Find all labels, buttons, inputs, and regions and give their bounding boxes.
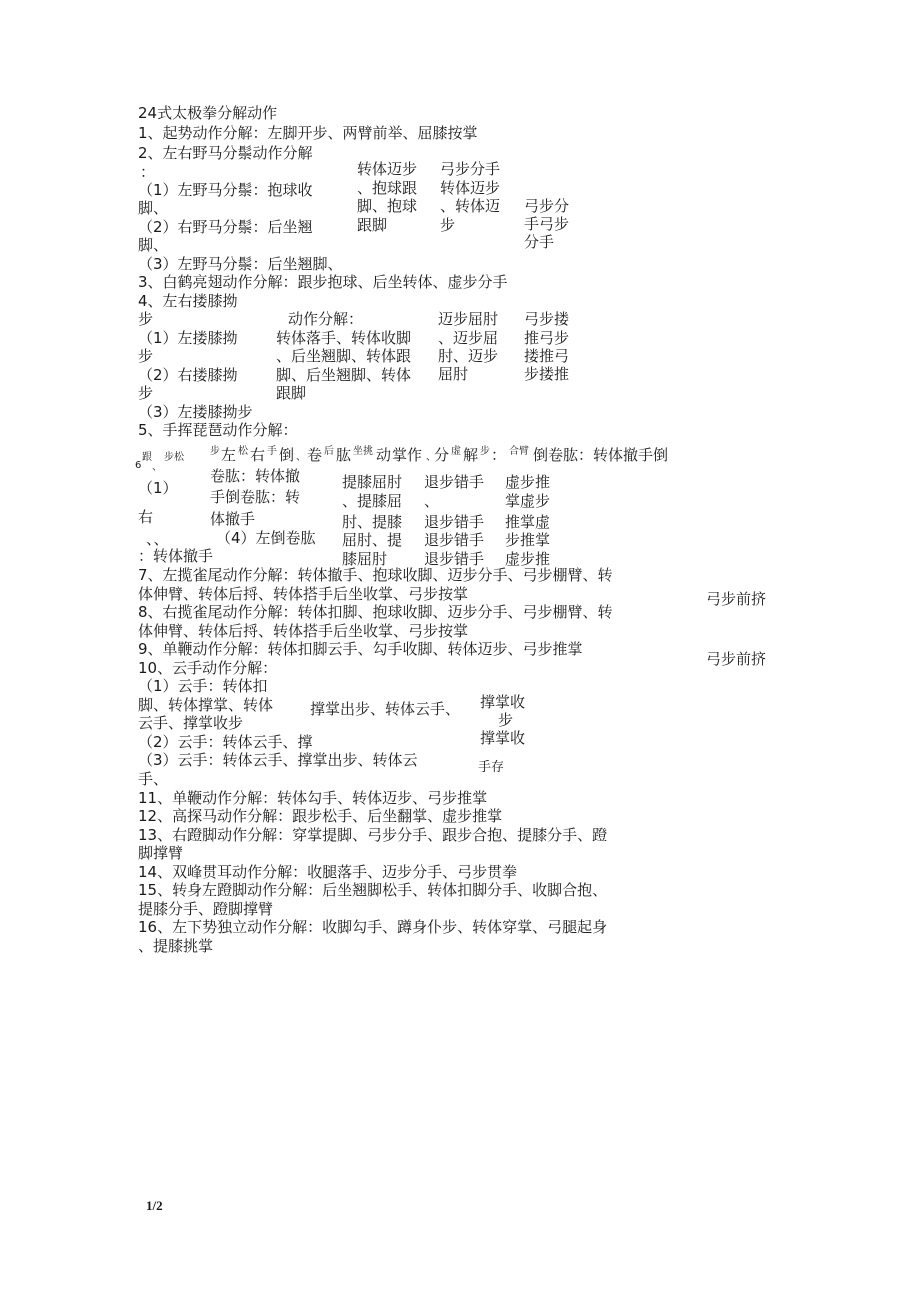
text-line: 15、转身左蹬脚动作分解：后坐翘脚松手、转体扣脚分手、收脚合抱、	[138, 881, 608, 899]
text-fragment: 卷	[307, 446, 323, 464]
text-fragment: 肘、迈步	[438, 347, 499, 365]
text-fragment: 、	[426, 452, 436, 463]
text-fragment: 卷肱：转体撤	[210, 467, 301, 485]
text-fragment: 、、	[146, 530, 169, 548]
text-fragment: 右	[138, 508, 154, 526]
text-line: （1）云手：转体扣	[138, 677, 268, 695]
text-line: 13、右蹬脚动作分解：穿掌提脚、弓步分手、跟步合抱、提膝分手、蹬	[138, 826, 608, 844]
text-fragment: 坐挑	[353, 446, 373, 457]
text-fragment: 弓步搂	[524, 310, 570, 328]
text-line: 体伸臂、转体后捋、转体搭手后坐收掌、弓步按掌	[138, 585, 469, 603]
text-fragment: 步	[498, 711, 514, 729]
text-fragment: 跟脚	[357, 216, 388, 234]
text-fragment: 膝屈肘	[342, 550, 388, 568]
text-fragment: 、	[424, 492, 440, 510]
text-fragment: 6	[135, 460, 142, 471]
text-fragment: 步推掌	[505, 531, 551, 549]
text-fragment: 动作分解：	[288, 310, 364, 328]
text-line: 16、左下势独立动作分解：收脚勾手、蹲身仆步、转体穿掌、弓腿起身	[138, 918, 608, 936]
text-line: 9、单鞭动作分解：转体扣脚云手、勾手收脚、转体迈步、弓步推掌	[138, 640, 583, 658]
text-line: 8、右揽雀尾动作分解：转体扣脚、抱球收脚、迈步分手、弓步棚臂、转	[138, 603, 613, 621]
text-fragment: 、	[152, 462, 162, 473]
text-line: 5、手挥琵琶动作分解：	[138, 421, 298, 439]
text-fragment: 退步错手	[424, 473, 485, 491]
text-fragment: 松	[238, 446, 248, 457]
text-column	[208, 467, 342, 551]
text-line: （1）左搂膝拗	[138, 329, 238, 347]
text-line: 步	[138, 384, 154, 402]
text-fragment: 手弓步	[524, 215, 570, 233]
text-fragment: 屈肘、提	[342, 531, 403, 549]
text-line: （2）右搂膝拗	[138, 366, 238, 384]
text-line: 7、左揽雀尾动作分解：转体撤手、抱球收脚、迈步分手、弓步棚臂、转	[138, 566, 613, 584]
text-fragment: 、抱球跟	[357, 179, 418, 197]
text-line: 2、左右野马分鬃动作分解	[138, 144, 313, 162]
text-fragment: ：	[491, 446, 507, 464]
text-column	[704, 650, 784, 668]
page-number: 1/2	[146, 1198, 163, 1213]
text-fragment: 掌虚步	[505, 492, 551, 510]
text-fragment: 搂推弓	[524, 347, 570, 365]
text-fragment: 后	[324, 446, 334, 457]
text-line: 体伸臂、转体后捋、转体搭手后坐收掌、弓步按掌	[138, 622, 469, 640]
text-fragment: 屈肘	[438, 365, 469, 383]
text-fragment: 右	[250, 446, 266, 464]
text-line: （1）左野马分鬃：抱球收	[138, 181, 313, 199]
text-fragment: 动	[376, 446, 392, 464]
text-line: （3）云手：转体云手、撑掌出步、转体云	[138, 751, 418, 769]
text-fragment: 退步错手	[424, 550, 485, 568]
text-fragment: 步	[210, 446, 220, 457]
text-fragment: ：	[140, 163, 156, 181]
text-fragment: 手	[267, 446, 277, 457]
text-fragment: 解	[463, 446, 479, 464]
text-line: 3、白鹤亮翅动作分解：跟步抱球、后坐转体、虚步分手	[138, 273, 508, 291]
text-fragment: 弓步前挤	[706, 590, 767, 608]
text-line: 步	[138, 347, 154, 365]
text-line: 脚、	[138, 236, 169, 254]
text-fragment: 、后坐翘脚、转体跟	[276, 347, 412, 365]
text-fragment: （1）	[138, 479, 178, 497]
text-fragment: 步松	[164, 452, 184, 463]
text-fragment: 掌作	[392, 446, 423, 464]
text-fragment: 撑掌收	[480, 693, 526, 711]
text-fragment: 弓步前挤	[706, 650, 767, 668]
text-fragment: 转体迈步	[357, 160, 418, 178]
text-column	[438, 160, 518, 234]
text-line: 手、	[138, 770, 169, 788]
text-fragment: 分手	[524, 233, 555, 251]
text-column	[276, 310, 436, 402]
text-line: 步	[138, 310, 154, 328]
text-fragment: 、转体迈	[440, 197, 501, 215]
text-fragment: 转体落手、转体收脚	[276, 329, 412, 347]
text-fragment: 弓步分	[524, 197, 570, 215]
text-column	[478, 693, 548, 747]
text-fragment: 、迈步屈	[438, 329, 499, 347]
text-line: （2）云手：转体云手、撑	[138, 733, 313, 751]
text-line: （3）左搂膝拗步	[138, 403, 253, 421]
text-column	[522, 310, 586, 383]
text-fragment: 提膝屈肘	[342, 473, 403, 491]
text-fragment: 、	[296, 452, 306, 463]
text-fragment: 退步错手	[424, 513, 485, 531]
text-fragment: 步	[480, 446, 490, 457]
text-line: （3）左野马分鬃：后坐翘脚、	[138, 255, 343, 273]
text-fragment: 、提膝屈	[342, 492, 403, 510]
text-column	[436, 310, 518, 383]
text-fragment: 弓步分手	[440, 160, 501, 178]
text-fragment: 脚、后坐翘脚、转体	[276, 366, 412, 384]
text-fragment: 虚	[451, 446, 461, 457]
text-fragment: ：转体撤手	[138, 547, 214, 565]
text-line: 12、高探马动作分解：跟步松手、后坐翻掌、虚步推掌	[138, 807, 503, 825]
text-line: 提膝分手、蹬脚撑臂	[138, 900, 274, 918]
text-line: 脚撑臂	[138, 844, 184, 862]
text-fragment: 撑掌出步、转体云手、	[310, 700, 461, 718]
text-fragment: 手倒卷肱：转	[210, 488, 301, 506]
text-line: 脚、转体撑掌、转体	[138, 696, 274, 714]
text-line: 1、起势动作分解：左脚开步、两臂前举、屈膝按掌	[138, 124, 478, 142]
text-fragment: 肱	[336, 446, 352, 464]
text-fragment: 体撤手	[210, 510, 256, 528]
text-fragment: 跟脚	[276, 384, 307, 402]
text-fragment: 肘、提膝	[342, 513, 403, 531]
text-fragment: 倒	[279, 446, 295, 464]
text-fragment: 脚、抱球	[357, 197, 418, 215]
text-fragment: 撑掌收	[480, 729, 526, 747]
text-fragment: 推弓步	[524, 329, 570, 347]
text-column	[422, 473, 502, 568]
document-title: 24式太极拳分解动作	[138, 104, 278, 122]
text-line: 10、云手动作分解：	[138, 659, 278, 677]
text-fragment: 步	[440, 216, 456, 234]
text-fragment: 分	[434, 446, 450, 464]
text-line: 11、单鞭动作分解：转体勾手、转体迈步、弓步推掌	[138, 789, 488, 807]
text-line: 云手、撑掌收步	[138, 714, 244, 732]
text-fragment: 转体迈步	[440, 179, 501, 197]
text-column	[355, 160, 435, 234]
text-fragment: 虚步推	[505, 473, 551, 491]
text-column	[340, 473, 420, 568]
text-fragment: 推掌虚	[505, 513, 551, 531]
text-fragment: 步搂推	[524, 365, 570, 383]
text-fragment: 倒卷肱：转体撤手倒	[533, 446, 669, 464]
text-fragment: 手存	[478, 760, 505, 775]
text-fragment: （4）左倒卷肱	[216, 529, 316, 547]
text-line: 4、左右搂膝拗	[138, 292, 238, 310]
text-line: 、提膝挑掌	[138, 937, 214, 955]
text-line: 14、双峰贯耳动作分解：收腿落手、迈步分手、弓步贯拳	[138, 863, 518, 881]
text-fragment: 迈步屈肘	[438, 310, 499, 328]
text-fragment: 跟	[142, 452, 152, 463]
text-fragment: 合臂	[509, 446, 529, 457]
text-line: （2）右野马分鬃：后坐翘	[138, 218, 313, 236]
text-fragment: 左	[221, 446, 237, 464]
text-fragment: 退步错手	[424, 531, 485, 549]
text-line: 脚、	[138, 199, 169, 217]
text-fragment: 虚步推	[505, 550, 551, 568]
text-column	[503, 473, 567, 568]
text-column	[522, 197, 586, 251]
